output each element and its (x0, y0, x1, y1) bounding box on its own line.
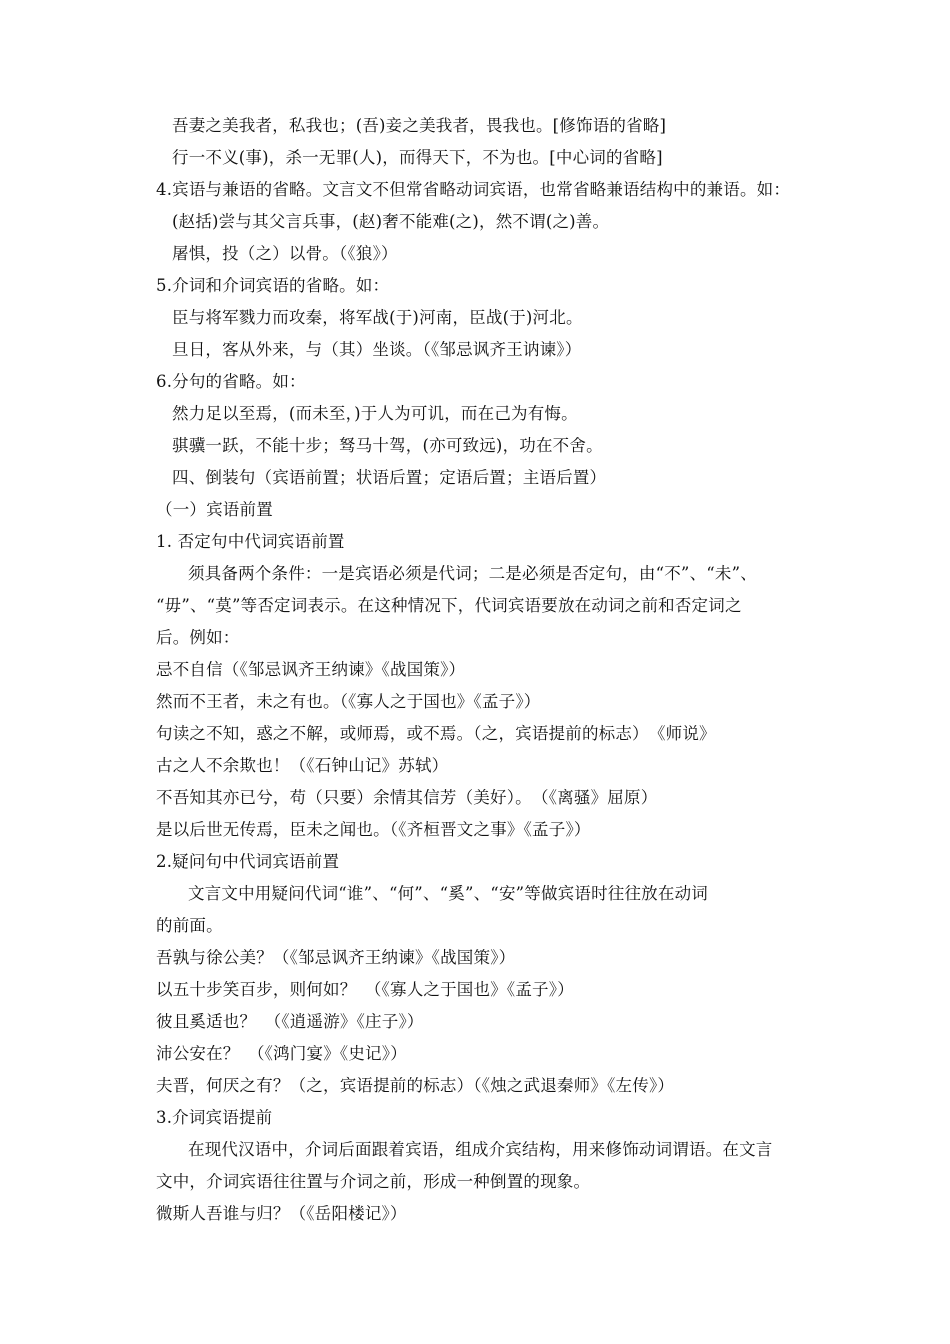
text-line: 行一不义(事)，杀一无罪(人)，而得天下，不为也。[中心词的省略] (172, 148, 663, 167)
text-line: 吾妻之美我者，私我也；(吾)妾之美我者，畏我也。[修饰语的省略] (172, 116, 667, 135)
example-line: 彼且奚适也？ （《逍遥游》《庄子》） (156, 1012, 424, 1031)
section-heading: 四、倒装句（宾语前置；状语后置；定语后置；主语后置） (172, 468, 607, 487)
paragraph-line: 在现代汉语中，介词后面跟着宾语，组成介宾结构，用来修饰动词谓语。在文言 (188, 1140, 773, 1159)
subsection-heading: 3.介词宾语提前 (156, 1108, 273, 1127)
example-line: 吾孰与徐公美？（《邹忌讽齐王纳谏》《战国策》） (156, 948, 516, 967)
text-line: 骐骥一跃，不能十步；驽马十驾，(亦可致远)，功在不舍。 (172, 436, 603, 455)
text-line: 臣与将军戮力而攻秦，将军战(于)河南，臣战(于)河北。 (172, 308, 583, 327)
example-line: 句读之不知，惑之不解，或师焉，或不焉。（之，宾语提前的标志） 《师说》 (156, 724, 716, 743)
section-heading: 6.分句的省略。如： (156, 372, 306, 391)
subsection-heading: 1. 否定句中代词宾语前置 (156, 532, 345, 551)
paragraph-line: “毋”、“莫”等否定词表示。在这种情况下，代词宾语要放在动词之前和否定词之 (156, 596, 742, 615)
section-heading: 5.介词和介词宾语的省略。如： (156, 276, 390, 295)
paragraph-line: 的前面。 (156, 916, 223, 935)
example-line: 微斯人吾谁与归？（《岳阳楼记》） (156, 1204, 407, 1223)
text-line: 然力足以至焉，(而未至，)于人为可讥，而在己为有悔。 (172, 404, 578, 423)
example-line: 忌不自信（《邹忌讽齐王纳谏》《战国策》） (156, 660, 466, 679)
paragraph-line: 后。例如： (156, 628, 240, 647)
example-line: 以五十步笑百步，则何如？ （《寡人之于国也》《孟子》） (156, 980, 574, 999)
section-heading: 4.宾语与兼语的省略。文言文不但常省略动词宾语，也常省略兼语结构中的兼语。如： (156, 180, 791, 199)
paragraph-line: 文中，介词宾语往往置与介词之前，形成一种倒置的现象。 (156, 1172, 591, 1191)
paragraph-line: 须具备两个条件：一是宾语必须是代词；二是必须是否定句，由“不”、“未”、 (188, 564, 757, 583)
text-line: 旦日，客从外来，与（其）坐谈。（《邹忌讽齐王讷谏》） (172, 340, 582, 359)
example-line: 古之人不余欺也！（《石钟山记》苏轼） (156, 756, 449, 775)
example-line: 不吾知其亦已兮，苟（只要）余情其信芳（美好）。 （《离骚》屈原） (156, 788, 658, 807)
text-line: 屠惧，投（之）以骨。（《狼》） (172, 244, 398, 263)
example-line: 是以后世无传焉，臣未之闻也。（《齐桓晋文之事》《孟子》） (156, 820, 591, 839)
example-line: 沛公安在？ （《鸿门宴》《史记》） (156, 1044, 407, 1063)
subsection-heading: 2.疑问句中代词宾语前置 (156, 852, 340, 871)
paragraph-line: 文言文中用疑问代词“谁”、“何”、“奚”、“安”等做宾语时往往放在动词 (188, 884, 708, 903)
example-line: 夫晋，何厌之有？（之，宾语提前的标志）（《烛之武退秦师》《左传》） (156, 1076, 675, 1095)
subsection-heading: （一）宾语前置 (156, 500, 273, 519)
text-line: (赵括)尝与其父言兵事，(赵)奢不能难(之)，然不谓(之)善。 (172, 212, 610, 231)
example-line: 然而不王者，未之有也。（《寡人之于国也》《孟子》） (156, 692, 541, 711)
